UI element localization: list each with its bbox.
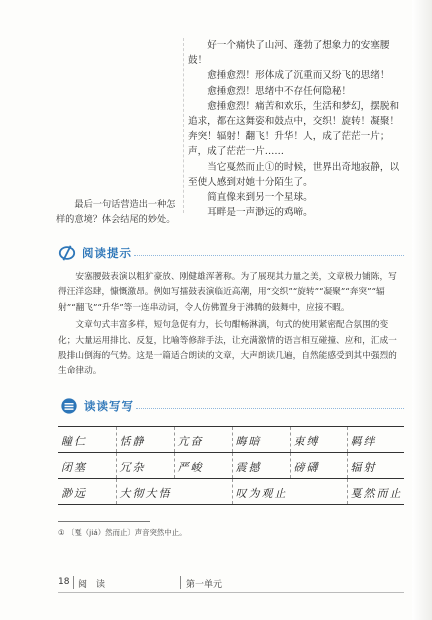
footer-section: 阅 读 [78,580,106,590]
vocabulary-row [58,453,404,479]
vocabulary-cell [116,453,174,479]
vocabulary-word: 羁绊 [350,435,377,448]
page-number: 18 [58,577,70,587]
vocabulary-word: 恬静 [119,435,146,448]
vocabulary-table [58,426,404,505]
main-text [188,38,402,220]
read-write-icon [60,397,78,415]
vocabulary-word: 冗杂 [119,461,146,474]
paragraph: 愈捶愈烈！形体成了沉重而又纷飞的思绪！ [207,70,390,82]
vocabulary-word: 磅礴 [293,461,320,474]
vocabulary-cell [58,453,116,479]
vocabulary-cell [58,427,116,453]
vocabulary-word: 严峻 [177,461,204,474]
footer-unit: 第一单元 [186,580,223,590]
side-note-text: 最后一句话营造出一种怎样的意境？体会结尾的妙处。 [56,199,176,225]
vocabulary-word: 大彻大悟 [119,487,172,500]
paragraph: 当它戛然而止①的时候，世界出奇地寂静，以至使人感到对她十分陌生了。 [188,161,400,188]
vocabulary-cell [232,453,290,479]
vocabulary-word: 辐射 [350,461,377,474]
vocabulary-cell [347,427,404,453]
vocabulary-cell [347,453,404,479]
vocabulary-word: 戛然而止 [350,487,403,500]
vocabulary-word: 叹为观止 [235,487,288,500]
vocabulary-word: 瞳仁 [61,435,87,448]
footer-divider [180,576,181,589]
reading-tips-body [58,270,404,382]
footnote: ① 〔戛（jiá）然而止〕声音突然中止。 [58,528,187,537]
vocabulary-cell [116,479,232,505]
vocabulary-cell [290,453,347,479]
footer-rule [58,592,404,593]
reading-tips-icon [58,244,76,262]
read-write-heading [60,397,134,415]
paragraph: 愈捶愈烈！痛苦和欢乐，生活和梦幻，摆脱和追求，都在这舞姿和鼓点中，交织！旋转！凝聚！奔突！辐射！翻飞！升华！人，成了茫茫一片；声，成了茫茫一片…… [188,100,400,158]
read-write-rule [136,408,404,409]
vocabulary-row [58,427,404,453]
vocabulary-cell [174,427,232,453]
vocabulary-word: 亢奋 [177,435,204,448]
read-write-title: 读读写写 [84,399,134,413]
side-note [56,197,176,227]
margin-divider [183,38,184,213]
vocabulary-word: 闭塞 [61,461,87,474]
vocabulary-cell [58,479,116,505]
paragraph: 愈捶愈烈！思绪中不存任何隐秘！ [207,85,352,97]
vocabulary-word: 渺远 [61,487,87,500]
reading-tips-rule [134,255,404,256]
reading-tips-title: 阅读提示 [82,246,132,260]
reading-tips-paragraph: 文章句式丰富多样，短句急促有力，长句酣畅淋漓，句式的使用紧密配合氛围的变化；大量运用排比、反复，比喻等修辞手法，让充满激情的语言相互碰撞、应和，汇成一股排山倒海的气势。这是一篇适合朗读的文章，大声朗读几遍，自然能感受到其中强烈的生命律动。 [58,320,397,377]
footnote-divider [58,521,150,522]
vocabulary-cell [232,427,290,453]
page-edge-shadow [412,0,432,620]
vocabulary-word: 晦暗 [235,435,262,448]
reading-tips-heading [58,244,132,262]
vocabulary-cell [232,479,347,505]
vocabulary-cell [290,427,347,453]
vocabulary-cell [174,453,232,479]
paragraph: 简直像来到另一个星球。 [207,192,313,204]
paragraph: 好一个痛快了山河、蓬勃了想象力的安塞腰鼓！ [188,40,390,67]
vocabulary-word: 震撼 [235,461,262,474]
vocabulary-cell [116,427,174,453]
vocabulary-word: 束缚 [293,435,320,448]
footer-divider [73,576,74,589]
reading-tips-paragraph: 安塞腰鼓表演以粗犷豪放、刚健雄浑著称。为了展现其力量之美，文章极力铺陈，写得汪洋恣肆，慷慨激昂。例如写擂鼓表演临近高潮，用“交织”“旋转”“凝聚”“奔突”“辐射”“翻飞”“升华”等一连串动词，令人仿佛置身于沸腾的鼓舞中，应接不暇。 [58,272,397,313]
paragraph: 耳畔是一声渺远的鸡啼。 [207,207,313,219]
vocabulary-row [58,479,404,505]
vocabulary-cell [347,479,404,505]
